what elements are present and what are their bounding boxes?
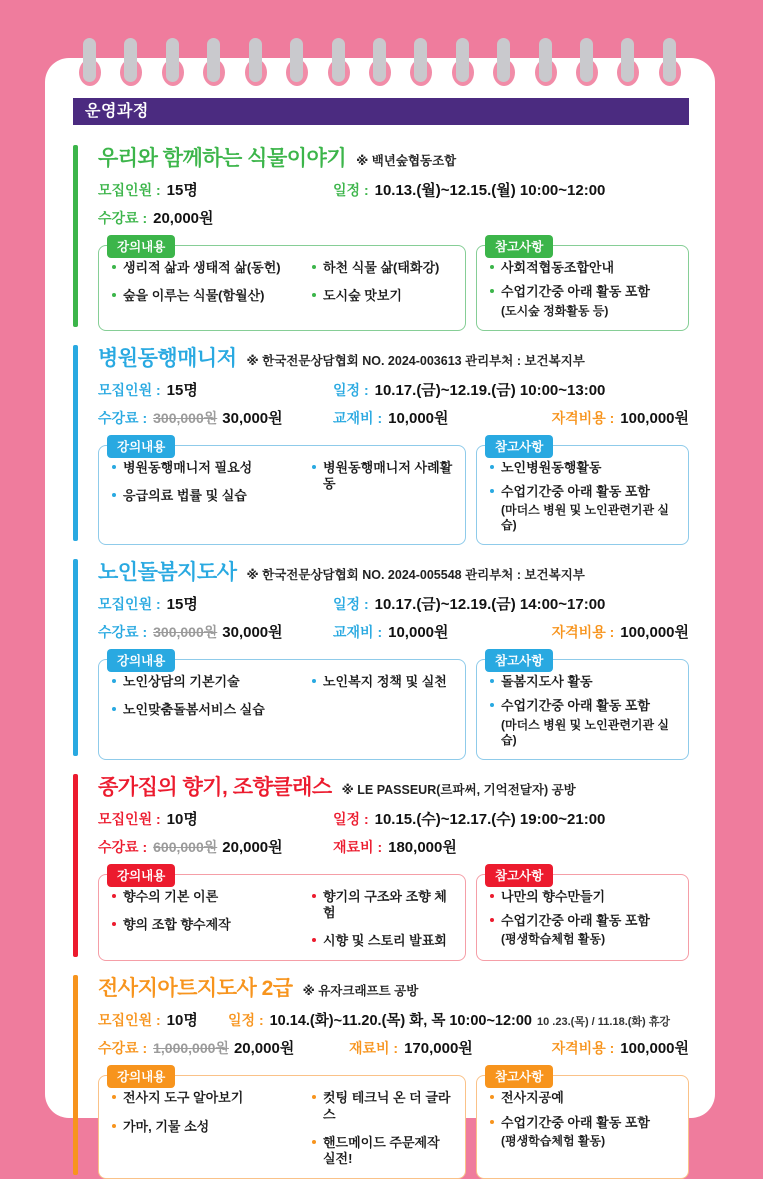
lecture-list-col1 (112, 1090, 304, 1167)
reference-subitem: (마더스 병원 및 노인관련기관 실습) (501, 503, 670, 532)
info-value: 30,000원 (222, 409, 283, 427)
lecture-item: 전사지 도구 알아보기 (112, 1090, 304, 1106)
info-label: 일정 : (333, 381, 369, 398)
spiral-ring (203, 38, 225, 86)
info-label: 재료비 : (333, 838, 383, 855)
reference-tag: 참고사항 (485, 435, 553, 458)
info-schedule (333, 179, 605, 200)
info-materials-fee (349, 1037, 552, 1058)
reference-box (476, 240, 689, 331)
lecture-list-col2 (312, 889, 455, 950)
info-schedule (228, 1009, 670, 1030)
reference-item: 사회적협동조합안내 (490, 260, 678, 276)
info-label: 교재비 : (333, 409, 383, 426)
spiral-ring (617, 38, 639, 86)
info-label: 모집인원 : (98, 182, 161, 198)
info-old-price: 300,000원 (153, 409, 218, 426)
info-fee (98, 407, 333, 428)
lecture-tag: 강의내용 (107, 235, 175, 258)
lecture-tag: 강의내용 (107, 864, 175, 887)
info-value: 20,000원 (153, 210, 214, 227)
reference-subitem: (도시숲 정화활동 등) (501, 303, 609, 318)
spiral-ring (245, 38, 267, 86)
ring-pin (539, 38, 552, 82)
info-recruit (98, 1009, 228, 1030)
info-value: 10명 (166, 1012, 198, 1030)
ring-pin (290, 38, 303, 82)
lecture-item: 핸드메이드 주문제작 실전! (312, 1135, 455, 1168)
reference-item: 노인병원동행활동 (490, 460, 678, 476)
info-fee (98, 621, 333, 642)
course-section-transfer-art (73, 972, 689, 1179)
reference-list (490, 1090, 678, 1149)
reference-box (476, 868, 689, 962)
lecture-item: 가마, 기물 소성 (112, 1119, 304, 1135)
lecture-tag: 강의내용 (107, 1065, 175, 1088)
info-recruit (98, 379, 333, 400)
course-provider-note: ※ 한국전문상담협회 NO. 2024-005548 관리부처 : 보건복지부 (246, 568, 585, 582)
lecture-list-col1 (112, 460, 304, 505)
lecture-item: 노인상담의 기본기술 (112, 674, 304, 690)
course-title: 우리와 함께하는 식물이야기 (98, 147, 347, 170)
reference-item: 수업기간중 아래 활동 포함 (490, 484, 678, 500)
lecture-content-box (98, 439, 466, 546)
reference-box (476, 1070, 689, 1179)
lecture-content-box (98, 868, 466, 962)
reference-tag: 참고사항 (485, 864, 553, 887)
info-label: 일정 : (333, 182, 369, 198)
lecture-content-box (98, 1070, 466, 1179)
lecture-item: 생리적 삶과 생태적 삶(동헌) (112, 260, 304, 276)
spiral-ring (369, 38, 391, 86)
reference-box (476, 439, 689, 546)
lecture-item: 향의 조합 향수제작 (112, 917, 304, 933)
reference-tag: 참고사항 (485, 235, 553, 258)
reference-item: 수업기간중 아래 활동 포함 (490, 913, 678, 929)
course-provider-note: ※ 한국전문상담협회 NO. 2024-003613 관리부처 : 보건복지부 (246, 353, 585, 368)
course-title: 병원동행매니저 (98, 346, 237, 370)
lecture-item: 도시숲 맛보기 (312, 288, 455, 304)
info-label: 일정 : (228, 1012, 264, 1029)
spiral-ring (286, 38, 308, 86)
course-title: 전사지아트지도사 2급 (98, 977, 293, 1001)
info-label: 모집인원 : (98, 810, 161, 827)
info-value: 100,000원 (620, 409, 689, 427)
info-textbook-fee (333, 621, 543, 642)
info-schedule (333, 808, 605, 829)
info-qualification-fee (552, 407, 689, 428)
lecture-tag: 강의내용 (107, 435, 175, 458)
lecture-list-col2 (312, 260, 455, 305)
info-value: 30,000원 (222, 624, 283, 641)
info-value: 100,000원 (620, 1040, 689, 1058)
spiral-ring (79, 38, 101, 86)
info-qualification-fee (552, 621, 689, 642)
spiral-ring (659, 38, 681, 86)
info-label: 자격비용 : (551, 624, 615, 640)
reference-subitem: (평생학습체험 활동) (501, 1133, 606, 1148)
course-section-perfume-class (73, 771, 689, 962)
course-provider-note: ※ 유자크래프트 공방 (302, 984, 419, 999)
reference-subitem: (평생학습체험 활동) (501, 932, 606, 946)
course-section-plant-story (73, 142, 689, 331)
lecture-list-col1 (112, 260, 304, 305)
lecture-item: 응급의료 법률 및 실습 (112, 488, 304, 504)
course-section-hospital-companion (73, 342, 689, 546)
section-accent-bar (73, 345, 78, 542)
info-value: 180,000원 (388, 838, 457, 856)
reference-item: 전사지공예 (490, 1090, 678, 1106)
info-value: 10.13.(월)~12.15.(월) 10:00~12:00 (374, 182, 606, 199)
ring-pin (621, 38, 634, 82)
section-accent-bar (73, 975, 78, 1175)
info-value: 20,000원 (233, 1040, 295, 1058)
lecture-list-col1 (112, 674, 304, 719)
schedule-cancel-note: 10 .23.(목) / 11.18.(화) 휴강 (537, 1016, 671, 1029)
info-value: 10명 (166, 810, 198, 828)
info-label: 모집인원 : (98, 1012, 161, 1029)
lecture-item: 병원동행매니저 사례활동 (312, 460, 455, 493)
info-recruit (98, 808, 333, 829)
course-title: 노인돌봄지도사 (98, 561, 237, 584)
info-old-price: 600,000원 (153, 838, 218, 855)
ring-pin (166, 38, 179, 82)
lecture-tag: 강의내용 (107, 649, 175, 672)
info-label: 모집인원 : (98, 596, 161, 612)
ring-pin (456, 38, 469, 82)
info-schedule (333, 593, 605, 614)
reference-item: 수업기간중 아래 활동 포함 (490, 1115, 678, 1131)
info-label: 수강료 : (98, 1040, 148, 1057)
reference-list (490, 889, 678, 948)
info-textbook-fee (333, 407, 543, 428)
spiral-ring (162, 38, 184, 86)
info-label: 일정 : (333, 596, 369, 612)
info-old-price: 1,000,000원 (153, 1040, 229, 1057)
info-label: 모집인원 : (98, 381, 161, 398)
info-label: 수강료 : (98, 409, 148, 426)
reference-item: 수업기간중 아래 활동 포함 (490, 284, 678, 300)
info-value: 10.14.(화)~11.20.(목) 화, 목 10:00~12:00 (269, 1013, 533, 1030)
ring-pin (332, 38, 345, 82)
spiral-binding (79, 38, 681, 86)
course-provider-note: ※ LE PASSEUR(르파써, 기억전달자) 공방 (341, 782, 576, 797)
reference-list (490, 460, 678, 534)
lecture-item: 숲을 이루는 식물(함월산) (112, 288, 304, 304)
spiral-ring (410, 38, 432, 86)
lecture-item: 노인맞춤돌봄서비스 실습 (112, 702, 304, 718)
lecture-list-col2 (312, 674, 455, 719)
info-schedule (333, 379, 605, 400)
ring-pin (414, 38, 427, 82)
course-section-elder-care (73, 556, 689, 760)
info-value: 100,000원 (620, 624, 689, 641)
info-label: 자격비용 : (551, 409, 615, 426)
notebook-page (45, 58, 715, 1166)
info-label: 수강료 : (98, 210, 148, 226)
lecture-list-col2 (312, 460, 455, 505)
info-value: 15명 (166, 596, 198, 613)
lecture-item: 병원동행매니저 필요성 (112, 460, 304, 476)
section-accent-bar (73, 559, 78, 756)
course-title: 종가집의 향기, 조향클래스 (98, 775, 332, 799)
reference-item: 돌봄지도사 활동 (490, 674, 678, 690)
info-value: 15명 (166, 381, 198, 399)
lecture-list-col1 (112, 889, 304, 950)
course-provider-note: ※ 백년숲협동조합 (356, 154, 457, 168)
info-qualification-fee (552, 1037, 689, 1058)
spiral-ring (493, 38, 515, 86)
reference-tag: 참고사항 (485, 649, 553, 672)
lecture-list-col2 (312, 1090, 455, 1167)
info-old-price: 300,000원 (153, 624, 218, 640)
reference-item: 나만의 향수만들기 (490, 889, 678, 905)
page-content (45, 58, 715, 1179)
info-label: 수강료 : (98, 838, 148, 855)
info-value: 170,000원 (404, 1040, 473, 1058)
reference-tag: 참고사항 (485, 1065, 553, 1088)
info-label: 자격비용 : (551, 1040, 615, 1057)
info-label: 일정 : (333, 810, 369, 827)
ring-pin (83, 38, 96, 82)
reference-list (490, 260, 678, 319)
info-label: 재료비 : (348, 1040, 399, 1057)
info-label: 수강료 : (98, 624, 148, 640)
info-fee (98, 207, 214, 228)
info-value: 10.17.(금)~12.19.(금) 10:00~13:00 (374, 381, 606, 399)
reference-box (476, 654, 689, 760)
ring-pin (124, 38, 137, 82)
section-accent-bar (73, 774, 78, 958)
lecture-item: 하천 식물 삶(태화강) (312, 260, 455, 276)
info-recruit (98, 593, 333, 614)
lecture-item: 시향 및 스토리 발표회 (312, 933, 455, 949)
spiral-ring (535, 38, 557, 86)
page-title: 운영과정 (73, 98, 689, 125)
lecture-content-box (98, 654, 466, 760)
info-value: 10,000원 (388, 624, 449, 641)
info-value: 15명 (166, 182, 198, 199)
ring-pin (580, 38, 593, 82)
course-list (73, 142, 689, 1179)
reference-subitem: (마더스 병원 및 노인관련기관 실습) (501, 717, 670, 747)
info-fee (98, 836, 333, 857)
info-recruit (98, 179, 333, 200)
info-value: 10.17.(금)~12.19.(금) 14:00~17:00 (374, 596, 606, 613)
reference-list (490, 674, 678, 748)
ring-pin (373, 38, 386, 82)
spiral-ring (120, 38, 142, 86)
ring-pin (663, 38, 676, 82)
lecture-item: 컷팅 테크닉 온 더 글라스 (312, 1090, 455, 1123)
spiral-ring (576, 38, 598, 86)
info-label: 교재비 : (333, 624, 383, 640)
info-materials-fee (333, 836, 457, 857)
info-fee (98, 1037, 349, 1058)
lecture-content-box (98, 240, 466, 331)
section-accent-bar (73, 145, 78, 327)
ring-pin (497, 38, 510, 82)
info-value: 10.15.(수)~12.17.(수) 19:00~21:00 (374, 810, 606, 828)
spiral-ring (328, 38, 350, 86)
info-value: 20,000원 (222, 838, 283, 856)
ring-pin (207, 38, 220, 82)
lecture-item: 향기의 구조와 조향 체험 (312, 889, 455, 922)
reference-item: 수업기간중 아래 활동 포함 (490, 698, 678, 714)
spiral-ring (452, 38, 474, 86)
info-value: 10,000원 (388, 409, 449, 427)
ring-pin (249, 38, 262, 82)
lecture-item: 노인복지 정책 및 실천 (312, 674, 455, 690)
lecture-item: 향수의 기본 이론 (112, 889, 304, 905)
